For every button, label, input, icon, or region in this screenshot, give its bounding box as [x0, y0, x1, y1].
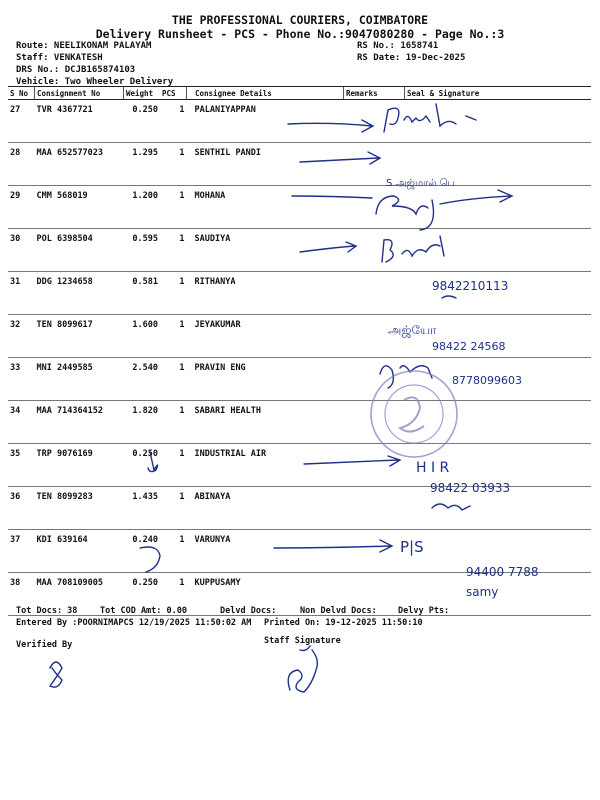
row-sno: 38 [8, 573, 35, 616]
row-seal [405, 143, 592, 186]
col-weight: Weight [124, 87, 161, 100]
delivered-docs: Delvd Docs: [220, 606, 277, 616]
handwritten-row-35: H I R [416, 460, 450, 476]
row-sno: 27 [8, 100, 35, 143]
table-row [8, 315, 591, 358]
row-consignment: MAA 714364152 [35, 401, 124, 444]
runsheet-info-right [357, 40, 465, 64]
row-pcs: 1 [160, 229, 187, 272]
row-consignee: RITHANYA [187, 272, 344, 315]
table-row [8, 487, 591, 530]
row-consignment: TEN 8099617 [35, 315, 124, 358]
row-consignee: PALANIYAPPAN [187, 100, 344, 143]
row-weight: 0.595 [124, 229, 161, 272]
runsheet-subtitle: Delivery Runsheet - PCS - Phone No.:9047080280 - Page No.:3 [95, 27, 505, 41]
row-pcs: 1 [160, 401, 187, 444]
handwritten-row-31: 9842210113 [432, 279, 509, 293]
row-consignee: PRAVIN ENG [187, 358, 344, 401]
staff-label: Staff: VENKATESH [16, 53, 103, 63]
vehicle-label: Vehicle: Two Wheeler Delivery [16, 77, 174, 87]
row-consignee: SABARI HEALTH [187, 401, 344, 444]
printed-on: Printed On: 19-12-2025 11:50:10 [264, 618, 423, 628]
handwritten-row-36: 98422 03933 [430, 481, 511, 495]
row-consignment: MNI 2449585 [35, 358, 124, 401]
row-remarks [344, 487, 405, 530]
row-seal [405, 444, 592, 487]
row-sno: 35 [8, 444, 35, 487]
row-consignee: SENTHIL PANDI [187, 143, 344, 186]
runsheet-info-left [16, 40, 173, 88]
row-pcs: 1 [160, 358, 187, 401]
table-row [8, 272, 591, 315]
row-consignment: TVR 4367721 [35, 100, 124, 143]
row-consignment: DDG 1234658 [35, 272, 124, 315]
row-consignee: ABINAYA [187, 487, 344, 530]
row-remarks [344, 530, 405, 573]
row-pcs: 1 [160, 272, 187, 315]
row-weight: 1.820 [124, 401, 161, 444]
table-row [8, 530, 591, 573]
table-row [8, 358, 591, 401]
row-seal [405, 315, 592, 358]
staff-signature-label: Staff Signature [264, 636, 341, 646]
row-weight: 1.200 [124, 186, 161, 229]
row-seal [405, 229, 592, 272]
row-consignment: POL 6398504 [35, 229, 124, 272]
row-sno: 34 [8, 401, 35, 444]
row-pcs: 1 [160, 573, 187, 616]
row-seal [405, 487, 592, 530]
col-sno: S No [8, 87, 35, 100]
row-sno: 32 [8, 315, 35, 358]
row-consignee: SAUDIYA [187, 229, 344, 272]
handwritten-row-28: S.அஜ்மால் பெ [386, 178, 455, 189]
table-row [8, 143, 591, 186]
verified-by-label: Verified By [16, 640, 73, 650]
handwritten-signature [288, 646, 317, 692]
row-pcs: 1 [160, 530, 187, 573]
table-row [8, 186, 591, 229]
drs-number: DRS No.: DCJB165874103 [16, 65, 136, 75]
table-row [8, 401, 591, 444]
row-seal [405, 272, 592, 315]
table-header-row [8, 87, 591, 100]
row-seal [405, 358, 592, 401]
handwritten-row-38-name: samy [466, 585, 499, 599]
row-consignee: MOHANA [187, 186, 344, 229]
handwritten-row-32-phone: 98422 24568 [432, 340, 506, 353]
row-remarks [344, 444, 405, 487]
delivery-points: Delvy Pts: [398, 606, 450, 616]
row-pcs: 1 [160, 143, 187, 186]
row-consignment: KDI 639164 [35, 530, 124, 573]
row-sno: 31 [8, 272, 35, 315]
row-consignment: TRP 9076169 [35, 444, 124, 487]
row-remarks [344, 229, 405, 272]
table-row [8, 444, 591, 487]
row-pcs: 1 [160, 186, 187, 229]
company-title: THE PROFESSIONAL COURIERS, COIMBATORE [171, 13, 429, 27]
row-weight: 2.540 [124, 358, 161, 401]
table-body [8, 100, 591, 616]
col-remarks: Remarks [344, 87, 405, 100]
col-pcs: PCS [160, 87, 187, 100]
non-delivered-docs: Non Delvd Docs: [300, 606, 377, 616]
row-remarks [344, 143, 405, 186]
col-consignment: Consignment No [35, 87, 124, 100]
row-sno: 29 [8, 186, 35, 229]
row-remarks [344, 186, 405, 229]
row-consignee: INDUSTRIAL AIR [187, 444, 344, 487]
row-pcs: 1 [160, 100, 187, 143]
row-remarks [344, 315, 405, 358]
table-row [8, 100, 591, 143]
row-sno: 33 [8, 358, 35, 401]
route-label: Route: NEELIKONAM PALAYAM [16, 41, 152, 51]
rs-date: RS Date: 19-Dec-2025 [357, 53, 466, 63]
total-cod-amount: Tot COD Amt: 0.00 [100, 606, 187, 616]
col-consignee: Consignee Details [187, 87, 344, 100]
row-consignment: MAA 652577023 [35, 143, 124, 186]
table-row [8, 229, 591, 272]
total-docs: Tot Docs: 38 [16, 606, 78, 616]
row-weight: 0.250 [124, 573, 161, 616]
row-sno: 36 [8, 487, 35, 530]
row-consignee: VARUNYA [187, 530, 344, 573]
row-seal [405, 530, 592, 573]
row-pcs: 1 [160, 487, 187, 530]
row-pcs: 1 [160, 315, 187, 358]
handwritten-signature [50, 662, 62, 687]
row-weight: 0.250 [124, 100, 161, 143]
row-consignment: TEN 8099283 [35, 487, 124, 530]
row-consignee: KUPPUSAMY [187, 573, 344, 616]
row-weight: 0.250 [124, 444, 161, 487]
handwritten-row-33: 8778099603 [452, 374, 522, 387]
row-sno: 37 [8, 530, 35, 573]
row-consignment: MAA 708109005 [35, 573, 124, 616]
row-sno: 28 [8, 143, 35, 186]
handwritten-row-38-phone: 94400 7788 [466, 565, 539, 579]
row-weight: 0.240 [124, 530, 161, 573]
runsheet-table [8, 86, 591, 616]
entered-by: Entered By :POORNIMAPCS 12/19/2025 11:50:02 AM [16, 618, 252, 628]
row-weight: 1.600 [124, 315, 161, 358]
row-seal [405, 186, 592, 229]
row-remarks [344, 100, 405, 143]
row-weight: 0.581 [124, 272, 161, 315]
row-seal [405, 401, 592, 444]
handwritten-row-37: P|S [400, 538, 424, 556]
col-seal-signature: Seal & Signature [405, 87, 592, 100]
row-pcs: 1 [160, 444, 187, 487]
row-consignment: CMM 568019 [35, 186, 124, 229]
row-remarks [344, 272, 405, 315]
row-remarks [344, 401, 405, 444]
rs-number: RS No.: 1658741 [357, 41, 439, 51]
row-seal [405, 100, 592, 143]
row-weight: 1.435 [124, 487, 161, 530]
row-remarks [344, 358, 405, 401]
row-consignee: JEYAKUMAR [187, 315, 344, 358]
row-sno: 30 [8, 229, 35, 272]
handwritten-row-32: அஜ்யோ [388, 323, 437, 337]
row-weight: 1.295 [124, 143, 161, 186]
